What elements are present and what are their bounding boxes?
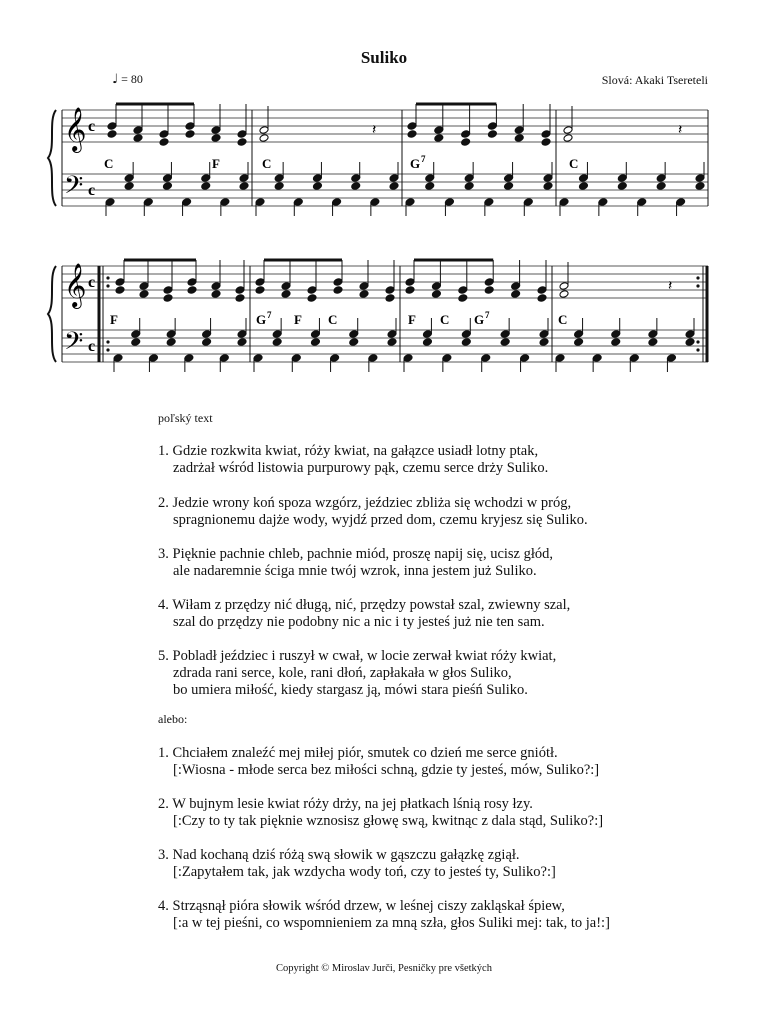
- verse-line: 3. Nad kochaną dziś różą swą słowik w gąszczu gałązkę zgiął.: [158, 847, 520, 863]
- verse-line: [:Czy to ty tak pięknie wznosisz głowę swą, kwitnąc z dala stąd, Suliko?:]: [173, 813, 604, 829]
- notehead: [274, 174, 284, 183]
- notehead: [310, 338, 320, 347]
- notehead: [511, 282, 521, 291]
- notehead: [617, 182, 627, 191]
- notehead: [237, 130, 247, 139]
- notehead: [407, 130, 417, 139]
- notehead: [307, 286, 317, 295]
- notehead: [543, 182, 553, 191]
- notehead: [139, 282, 149, 291]
- notehead: [281, 290, 291, 299]
- notehead: [220, 198, 230, 207]
- verse-b-3: [158, 847, 738, 881]
- notehead: [139, 290, 149, 299]
- notehead: [656, 182, 666, 191]
- notehead: [648, 330, 658, 339]
- notehead: [685, 338, 695, 347]
- polish-text-label: poľský text: [158, 411, 213, 425]
- notehead: [422, 338, 432, 347]
- notehead: [184, 354, 194, 363]
- chord-symbol: C: [440, 312, 450, 327]
- verse-a-4: [158, 597, 738, 631]
- notehead: [307, 294, 317, 303]
- notehead: [461, 330, 471, 339]
- notehead: [237, 330, 247, 339]
- copyright-notice: Copyright © Miroslav Jurči, Pesničky pre všetkých: [276, 963, 492, 974]
- notehead: [442, 354, 452, 363]
- verse-b-4: [158, 898, 738, 932]
- system-2: [48, 260, 708, 372]
- notehead: [162, 182, 172, 191]
- notehead: [685, 330, 695, 339]
- notehead: [124, 174, 134, 183]
- notehead: [163, 294, 173, 303]
- notehead: [211, 282, 221, 291]
- notehead: [555, 354, 565, 363]
- time-signature: c: [88, 118, 96, 135]
- notehead: [592, 354, 602, 363]
- notehead: [481, 354, 491, 363]
- notehead: [113, 354, 123, 363]
- notehead: [461, 338, 471, 347]
- notehead: [695, 182, 705, 191]
- notehead: [105, 198, 115, 207]
- bass-clef-icon: 𝄢: [64, 327, 84, 362]
- bass-clef-icon: 𝄢: [64, 171, 84, 206]
- notehead: [143, 198, 153, 207]
- alternative-label: alebo:: [158, 712, 188, 726]
- notehead: [351, 182, 361, 191]
- notehead: [387, 338, 397, 347]
- notehead: [484, 286, 494, 295]
- verse-line: bo umiera miłość, kiedy stargasz ją, mówi stara pieśń Suliko.: [173, 682, 528, 698]
- notehead: [310, 330, 320, 339]
- notehead: [368, 354, 378, 363]
- notehead: [425, 182, 435, 191]
- verse-line: zdrada rani serce, kole, rani dłoń, zapłakała w głos Suliko,: [173, 665, 512, 681]
- notehead: [255, 286, 265, 295]
- notehead: [166, 338, 176, 347]
- notehead: [162, 174, 172, 183]
- notehead: [617, 174, 627, 183]
- notehead: [107, 122, 117, 131]
- repeat-dot: [696, 276, 699, 279]
- notehead: [537, 294, 547, 303]
- notehead: [676, 198, 686, 207]
- notehead: [202, 330, 212, 339]
- repeat-dot: [106, 276, 109, 279]
- notehead: [115, 278, 125, 287]
- notehead: [431, 282, 441, 291]
- notehead: [611, 338, 621, 347]
- notehead: [201, 182, 211, 191]
- notehead: [312, 174, 322, 183]
- notehead: [504, 182, 514, 191]
- notehead: [405, 278, 415, 287]
- notehead: [578, 174, 588, 183]
- notehead: [389, 174, 399, 183]
- verse-line: 4. Wiłam z przędzy nić długą, nić, przędzy powstał szal, zwiewny szal,: [158, 597, 571, 613]
- notehead: [559, 198, 569, 207]
- notehead: [543, 174, 553, 183]
- repeat-dot: [106, 284, 109, 287]
- notehead: [484, 278, 494, 287]
- notehead: [237, 138, 247, 147]
- notehead: [500, 330, 510, 339]
- notehead: [237, 338, 247, 347]
- notehead: [253, 354, 263, 363]
- notehead: [148, 354, 158, 363]
- song-title: Suliko: [360, 48, 408, 67]
- notehead: [293, 198, 303, 207]
- notehead: [403, 354, 413, 363]
- notehead: [333, 278, 343, 287]
- verse-a-2: [158, 495, 738, 529]
- notehead: [611, 330, 621, 339]
- chord-symbol: G: [410, 156, 421, 171]
- notehead: [211, 290, 221, 299]
- notehead: [131, 338, 141, 347]
- notehead: [255, 198, 265, 207]
- tempo-value: = 80: [121, 72, 143, 86]
- chord-symbol: C: [558, 312, 568, 327]
- notehead: [159, 130, 169, 139]
- notehead: [511, 290, 521, 299]
- verse-a-5: [158, 648, 738, 699]
- notehead: [312, 182, 322, 191]
- rest-icon: 𝄽: [678, 122, 683, 138]
- notehead: [131, 330, 141, 339]
- notehead: [461, 138, 471, 147]
- verse-a-1: [158, 443, 738, 477]
- treble-clef-icon: 𝄞: [64, 263, 87, 307]
- chord-symbol: F: [212, 156, 220, 171]
- notehead: [405, 198, 415, 207]
- verse-line: 2. Jedzie wrony koń spoza wzgórz, jeździec zbliża się wchodzi w próg,: [158, 495, 572, 511]
- verse-line: 4. Strząsnął pióra słowik wśród drzew, w leśnej ciszy zakląskał śpiew,: [158, 898, 565, 914]
- chord-symbol: F: [294, 312, 302, 327]
- notehead: [107, 130, 117, 139]
- notehead: [434, 126, 444, 135]
- brace: [48, 110, 56, 206]
- notehead: [281, 282, 291, 291]
- notehead: [239, 174, 249, 183]
- notehead: [187, 278, 197, 287]
- notehead: [537, 286, 547, 295]
- chord-superscript: 7: [421, 154, 426, 164]
- notehead: [666, 354, 676, 363]
- verse-line: spragnionemu dajże wody, wyjdź przed dom, czemu kryjesz się Suliko.: [173, 512, 588, 528]
- brace: [48, 266, 56, 362]
- notehead: [539, 330, 549, 339]
- notehead: [351, 174, 361, 183]
- notehead: [115, 286, 125, 295]
- chord-symbol: C: [328, 312, 338, 327]
- system-1: [48, 104, 708, 216]
- notehead: [291, 354, 301, 363]
- notehead: [444, 198, 454, 207]
- notehead: [333, 286, 343, 295]
- chord-symbol: F: [110, 312, 118, 327]
- notehead: [425, 174, 435, 183]
- sheet-music: [0, 0, 768, 400]
- notehead: [559, 290, 569, 299]
- notehead: [578, 182, 588, 191]
- repeat-dot: [106, 348, 109, 351]
- time-signature: c: [88, 182, 96, 199]
- notehead: [487, 130, 497, 139]
- notehead: [484, 198, 494, 207]
- notehead: [272, 330, 282, 339]
- notehead: [464, 182, 474, 191]
- notehead: [235, 286, 245, 295]
- notehead: [458, 286, 468, 295]
- verse-line: 1. Chciałem znaleźć mej miłej piór, smutek co dzień me serce gniótł.: [158, 745, 558, 761]
- notehead: [629, 354, 639, 363]
- chord-symbol: G: [256, 312, 267, 327]
- notehead: [656, 174, 666, 183]
- verse-line: [:Wiosna - młode serca bez miłości schną, gdzie ty jesteś, mów, Suliko?:]: [173, 762, 600, 778]
- notehead: [458, 294, 468, 303]
- notehead: [202, 338, 212, 347]
- notehead: [514, 134, 524, 143]
- notehead: [201, 174, 211, 183]
- verse-line: [:Zapytałem tak, jak wzdycha wody toń, czy to jesteś ty, Suliko?:]: [173, 864, 556, 880]
- chord-symbol: F: [408, 312, 416, 327]
- chord-symbol: C: [262, 156, 272, 171]
- chord-symbol: G: [474, 312, 485, 327]
- notehead: [520, 354, 530, 363]
- time-signature: c: [88, 338, 96, 355]
- verse-line: szal do przędzy nie podobny nic a nic i ty jesteś już nie ten sam.: [173, 614, 545, 630]
- notehead: [637, 198, 647, 207]
- notehead: [349, 338, 359, 347]
- verse-line: ale nadaremnie ściga mnie twój wzrok, inna jestem już Suliko.: [173, 563, 537, 579]
- verse-line: zadrżał wśród listowia purpurowy pąk, czemu serce drży Suliko.: [173, 460, 549, 476]
- notehead: [259, 126, 269, 135]
- verse-line: 2. W bujnym lesie kwiat róży drży, na jej płatkach lśnią rosy łzy.: [158, 796, 533, 812]
- notehead: [387, 330, 397, 339]
- time-signature: c: [88, 274, 96, 291]
- notehead: [514, 126, 524, 135]
- notehead: [211, 134, 221, 143]
- notehead: [464, 174, 474, 183]
- repeat-dot: [696, 348, 699, 351]
- notehead: [124, 182, 134, 191]
- notehead: [211, 126, 221, 135]
- notehead: [431, 290, 441, 299]
- verse-a-3: [158, 546, 738, 580]
- notehead: [504, 174, 514, 183]
- notehead: [255, 278, 265, 287]
- notehead: [133, 134, 143, 143]
- notehead: [407, 122, 417, 131]
- notehead: [359, 282, 369, 291]
- chord-symbol: C: [569, 156, 579, 171]
- treble-clef-icon: 𝄞: [64, 107, 87, 151]
- rest-icon: 𝄽: [668, 278, 673, 294]
- notehead: [370, 198, 380, 207]
- notehead: [163, 286, 173, 295]
- notehead: [133, 126, 143, 135]
- verse-b-2: [158, 796, 738, 830]
- verse-b-1: [158, 745, 738, 779]
- notehead: [405, 286, 415, 295]
- notehead: [434, 134, 444, 143]
- notehead: [523, 198, 533, 207]
- notehead: [359, 290, 369, 299]
- notehead: [598, 198, 608, 207]
- chord-superscript: 7: [267, 310, 272, 320]
- notehead: [332, 198, 342, 207]
- notehead: [385, 294, 395, 303]
- quarter-note-icon: ♩: [112, 72, 119, 87]
- notehead: [166, 330, 176, 339]
- notehead: [274, 182, 284, 191]
- repeat-dot: [696, 340, 699, 343]
- verse-line: [:a w tej pieśni, co wspomnieniem za mną szła, głos Suliki mej: tak, to ja!:]: [173, 915, 610, 931]
- notehead: [235, 294, 245, 303]
- notehead: [187, 286, 197, 295]
- notehead: [185, 122, 195, 131]
- notehead: [574, 330, 584, 339]
- notehead: [541, 130, 551, 139]
- notehead: [563, 126, 573, 135]
- verse-line: 5. Pobladł jeździec i ruszył w cwał, w locie zerwał kwiat róży kwiat,: [158, 648, 557, 664]
- notehead: [563, 134, 573, 143]
- repeat-dot: [106, 340, 109, 343]
- chord-superscript: 7: [485, 310, 490, 320]
- notehead: [695, 174, 705, 183]
- notehead: [648, 338, 658, 347]
- verse-line: 1. Gdzie rozkwita kwiat, róży kwiat, na gałązce usiadł lotny ptak,: [158, 443, 539, 459]
- notehead: [487, 122, 497, 131]
- rest-icon: 𝄽: [372, 122, 377, 138]
- notehead: [541, 138, 551, 147]
- notehead: [182, 198, 192, 207]
- notehead: [185, 130, 195, 139]
- chord-symbol: C: [104, 156, 114, 171]
- lyricist-credit: Slová: Akaki Tsereteli: [601, 73, 708, 87]
- notehead: [239, 182, 249, 191]
- notehead: [385, 286, 395, 295]
- verse-line: 3. Pięknie pachnie chleb, pachnie miód, proszę napij się, ucisz głód,: [158, 546, 554, 562]
- notehead: [574, 338, 584, 347]
- notehead: [422, 330, 432, 339]
- notehead: [389, 182, 399, 191]
- notehead: [219, 354, 229, 363]
- notehead: [159, 138, 169, 147]
- notehead: [272, 338, 282, 347]
- notehead: [559, 282, 569, 291]
- notehead: [539, 338, 549, 347]
- repeat-dot: [696, 284, 699, 287]
- notehead: [500, 338, 510, 347]
- notehead: [461, 130, 471, 139]
- notehead: [349, 330, 359, 339]
- notehead: [330, 354, 340, 363]
- notehead: [259, 134, 269, 143]
